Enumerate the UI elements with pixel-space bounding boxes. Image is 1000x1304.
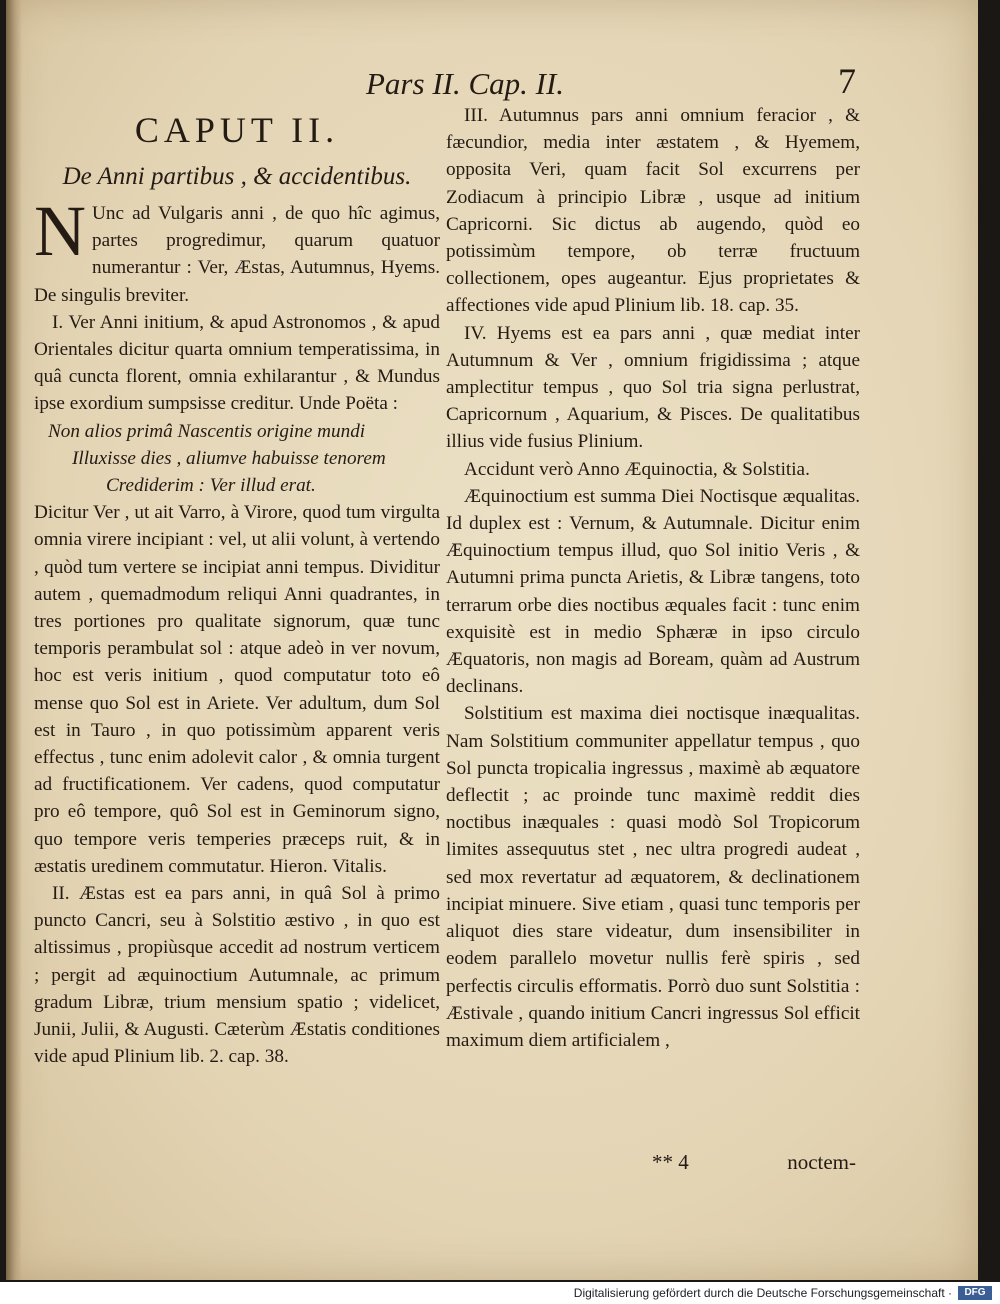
credit-text: Digitalisierung gefördert durch die Deutsche Forschungsgemeinschaft · xyxy=(573,1286,952,1300)
paragraph-autumnus: III. Autumnus pars anni omnium feracior , & fæcundior, media inter æstatem , & Hyemem, opposita Veri, quam facit Sol excurrens per Zodiacum à principio Libræ , usque ad initium Capricorni. Sic dictus ab augendo, quòd eo potissimùm tempore, ob terræ fructuum collectionem, opes augeantur. Ejus proprietates & affectiones vide apud Plinium lib. 18. cap. 35. xyxy=(446,105,860,317)
paragraph-hyems: IV. Hyems est ea pars anni , quæ mediat inter Autumnum & Ver , omnium frigidissima ; atque amplectitur tempus , quo Sol tria signa perlustrat, Capricornum , Aquarium, & Pisces. De qualitatibus illius vide fusius Plinium. xyxy=(446,322,860,453)
page-footer xyxy=(446,1150,860,1180)
digitization-credit-bar xyxy=(0,1282,1000,1304)
intro-paragraph xyxy=(34,191,440,309)
page-spine-shadow xyxy=(6,0,22,1280)
poem-line: Crediderim : Ver illud erat. xyxy=(106,475,316,497)
left-column xyxy=(34,108,440,1071)
poem-line: Illuxisse dies , aliumve habuisse tenorem xyxy=(72,447,386,469)
page-number: 7 xyxy=(838,61,856,101)
paragraph-ver: I. Ver Anni initium, & apud Astronomos , & apud Orientales dicitur quarta omnium temperatissima, in quâ cuncta florent, omnia exhilarantur , & Mundus ipse exordium sumpsisse creditur. Unde Poëta : xyxy=(34,311,440,415)
running-title: Pars II. Cap. II. xyxy=(366,66,565,101)
dfg-logo: DFG xyxy=(958,1286,992,1300)
chapter-title: CAPUT II. xyxy=(134,110,340,150)
poem-quote xyxy=(34,418,440,500)
poem-line: Non alios primâ Nascentis origine mundi xyxy=(48,420,366,442)
paragraph-aequinoctium: Æquinoctium est summa Diei Noctisque æqualitas. Id duplex est : Vernum, & Autumnale. Dicitur enim Æquinoctium tempus illud, quo Sol initio Veris , & Autumni prima puncta Arietis, & Libræ tangens, toto terrarum orbe dies noctibus æquales facit : tunc enim exquisitè est in medio Sphæræ in ipso circulo Æquatoris, non magis ad Boream, quàm ad Austrum declinans. xyxy=(446,485,860,698)
book-page xyxy=(6,0,978,1280)
paragraph-aestas: II. Æstas est ea pars anni, in quâ Sol à primo puncto Cancri, seu à Solstitio æstivo , in quo est altissimus , propiùsque accedit ad nostrum verticem ; pergit ad æquinoctium Autumnale, ac primum gradum Libræ, trium mensium spatio ; videlicet, Junii, Julii, & Augusti. Cæterùm Æstatis conditiones vide apud Plinium lib. 2. cap. 38. xyxy=(34,883,440,1068)
paragraph-accidunt: Accidunt verò Anno Æquinoctia, & Solstitia. xyxy=(464,458,810,480)
signature-mark: ** 4 xyxy=(652,1150,689,1174)
paragraph-ver-divisions: Dicitur Ver , ut ait Varro, à Virore, quod tum virgulta omnia virere incipiant : vel, ut alii volunt, à vertendo , quòd tum vertere se incipiat anni tempus. Dividitur autem , quemadmodum reliqui Anni quadrantes, in tres portiones pro qualitate signorum, quæ tunc temporis perambulat sol : atque adeò in ver novum, hoc est veris initium , quod computatur toto eô mense quo Sol est in Ariete. Ver adultum, dum Sol est in Tauro , in quo potissimùm apparent veris effectus , tunc enim adolevit calor , & omnia turgent ad fructificationem. Ver cadens, quod computatur pro eô tempore, quô Sol est in Geminorum signo, quo tempore veris temperies præceps ruit, & in æstatis uredinem commutatur. Hieron. Vitalis. xyxy=(34,502,440,877)
catchword: noctem- xyxy=(787,1150,856,1174)
running-header xyxy=(366,61,866,106)
intro-text: Unc ad Vulgaris anni , de quo hîc agimus, partes progredimur, quarum quatuor numerantur : Ver, Æstas, Autumnus, Hyems. De singulis breviter. xyxy=(34,203,440,306)
paragraph-solstitium: Solstitium est maxima diei noctisque inæqualitas. Nam Solstitium communiter appellatur tempus , quo Sol puncta tropicalia ingressus , maximè ab æquatore deflectit ; ac proinde tunc maximè reddit dies noctibus inæquales : quasi modò Sol Tropicorum limites assequutus stet , nec ultra progredi audeat , sed mox revertatur ad æquatorem, & declinationem incipiat minuere. Sive etiam , quasi tunc temporis per aliquot dies stare videatur, dum insensibiliter in eodem parallelo movetur nullis ferè spiris , sed perfectis circulis efformatis. Porrò duo sunt Solstitia : Æstivale , quando initium Cancri ingressus Sol efficit maximum diem artificialem , xyxy=(446,703,860,1051)
right-column xyxy=(446,102,860,1054)
drop-capital: N xyxy=(34,191,86,271)
chapter-subtitle: De Anni partibus , & accidentibus. xyxy=(62,163,412,190)
